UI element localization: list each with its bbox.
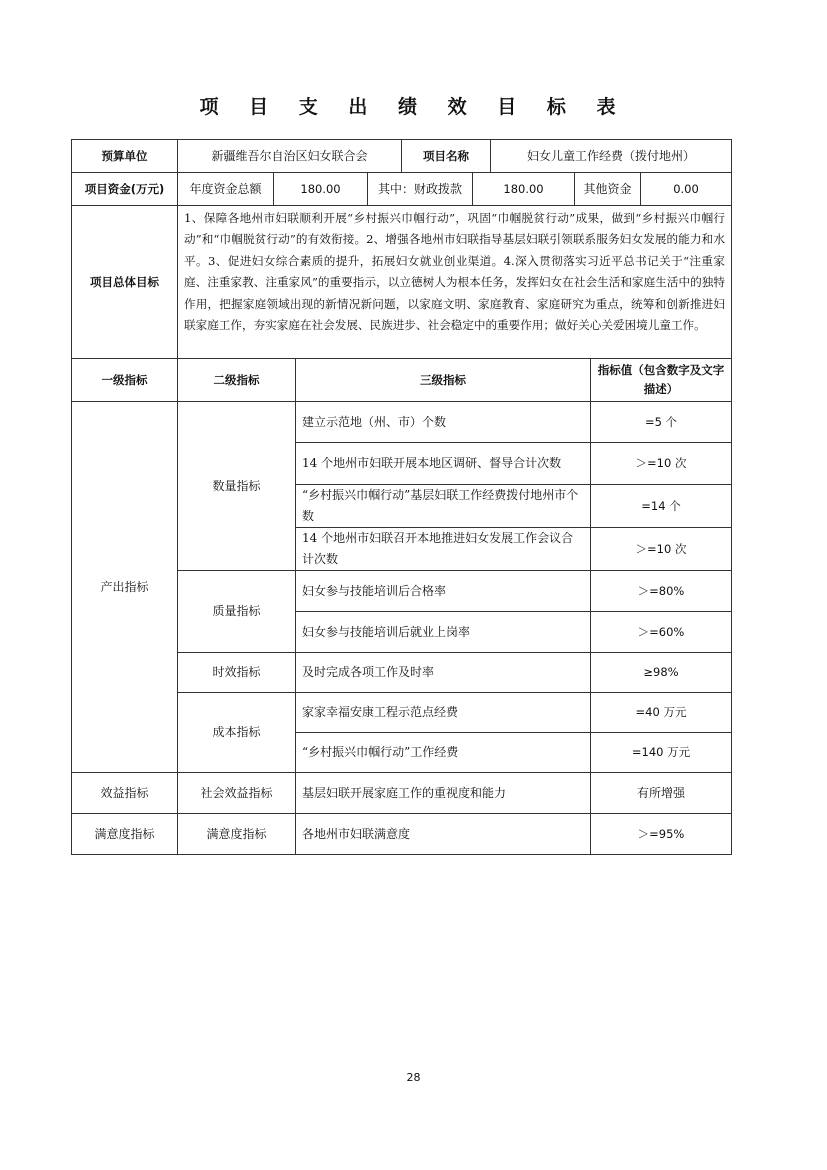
indicator-cell: 建立示范地（州、市）个数 (295, 401, 591, 443)
level2-timeliness: 时效指标 (177, 652, 296, 693)
indicator-cell: “乡村振兴巾帼行动”基层妇联工作经费拨付地州市个数 (295, 484, 591, 528)
indicator-value: =14 个 (590, 484, 732, 528)
indicator-value: =40 万元 (590, 692, 732, 733)
indicator-cell: 家家幸福安康工程示范点经费 (295, 692, 591, 733)
indicator-cell: 妇女参与技能培训后就业上岗率 (295, 611, 591, 653)
indicator-cell: “乡村振兴巾帼行动”工作经费 (295, 732, 591, 773)
indicator-cell: 及时完成各项工作及时率 (295, 652, 591, 693)
column-header-level3: 三级指标 (295, 358, 591, 402)
indicator-cell: 各地州市妇联满意度 (295, 813, 591, 855)
indicator-value: ≥98% (590, 652, 732, 693)
performance-target-table (71, 139, 732, 855)
level1-output: 产出指标 (71, 401, 178, 773)
indicator-value: ＞=10 次 (590, 527, 732, 571)
fiscal-label: 其中：财政拨款 (367, 172, 473, 206)
indicator-value: ＞=60% (590, 611, 732, 653)
budget-unit-value: 新疆维吾尔自治区妇女联合会 (177, 139, 402, 173)
indicator-value: ＞=10 次 (590, 442, 732, 485)
indicator-value: ＞=95% (590, 813, 732, 855)
goal-label: 项目总体目标 (71, 205, 178, 359)
project-name-value: 妇女儿童工作经费（拨付地州） (490, 139, 732, 173)
indicator-value: =5 个 (590, 401, 732, 443)
indicator-cell: 妇女参与技能培训后合格率 (295, 570, 591, 612)
page-number: 28 (406, 1071, 421, 1084)
other-funds-label: 其他资金 (574, 172, 641, 206)
level2-cost: 成本指标 (177, 692, 296, 773)
goal-text: 1、保障各地州市妇联顺利开展“乡村振兴巾帼行动”，巩固“巾帼脱贫行动”成果，做到“乡村振兴巾帼行动”和“巾帼脱贫行动”的有效衔接。2、增强各地州市妇联指导基层妇联引领联系服务妇女发展的能力和水平。3、促进妇女综合素质的提升，拓展妇女就业创业渠道。4.深入贯彻落实习近平总书记关于“注重家庭、注重家教、注重家风”的重要指示，以立德树人为根本任务，发挥妇女在社会生活和家庭生活中的独特作用，把握家庭领域出现的新情况新问题，以家庭文明、家庭教育、家庭研究为重点，统筹和创新推进妇联家庭工作，夯实家庭在社会发展、民族进步、社会稳定中的重要作用；做好关心关爱困境儿童工作。 (177, 205, 732, 359)
column-header-value: 指标值（包含数字及文字描述） (590, 358, 732, 402)
column-header-level1: 一级指标 (71, 358, 178, 402)
indicator-cell: 14 个地州市妇联召开本地推进妇女发展工作会议合计次数 (295, 527, 591, 571)
other-funds-value: 0.00 (640, 172, 732, 206)
column-header-level2: 二级指标 (177, 358, 296, 402)
level2-quality: 质量指标 (177, 570, 296, 653)
indicator-value: ＞=80% (590, 570, 732, 612)
indicator-value: 有所增强 (590, 772, 732, 814)
budget-unit-label: 预算单位 (71, 139, 178, 173)
indicator-value: =140 万元 (590, 732, 732, 773)
annual-total-value: 180.00 (273, 172, 368, 206)
indicator-cell: 基层妇联开展家庭工作的重视度和能力 (295, 772, 591, 814)
fiscal-value: 180.00 (472, 172, 575, 206)
level2-quantity: 数量指标 (177, 401, 296, 571)
level1-benefit: 效益指标 (71, 772, 178, 814)
indicator-cell: 14 个地州市妇联开展本地区调研、督导合计次数 (295, 442, 591, 485)
level2-satisfaction: 满意度指标 (177, 813, 296, 855)
project-name-label: 项目名称 (401, 139, 491, 173)
funds-label: 项目资金(万元) (71, 172, 178, 206)
level1-satisfaction: 满意度指标 (71, 813, 178, 855)
level2-social-benefit: 社会效益指标 (177, 772, 296, 814)
page-title: 项 目 支 出 绩 效 目 标 表 (199, 96, 628, 118)
annual-total-label: 年度资金总额 (177, 172, 274, 206)
